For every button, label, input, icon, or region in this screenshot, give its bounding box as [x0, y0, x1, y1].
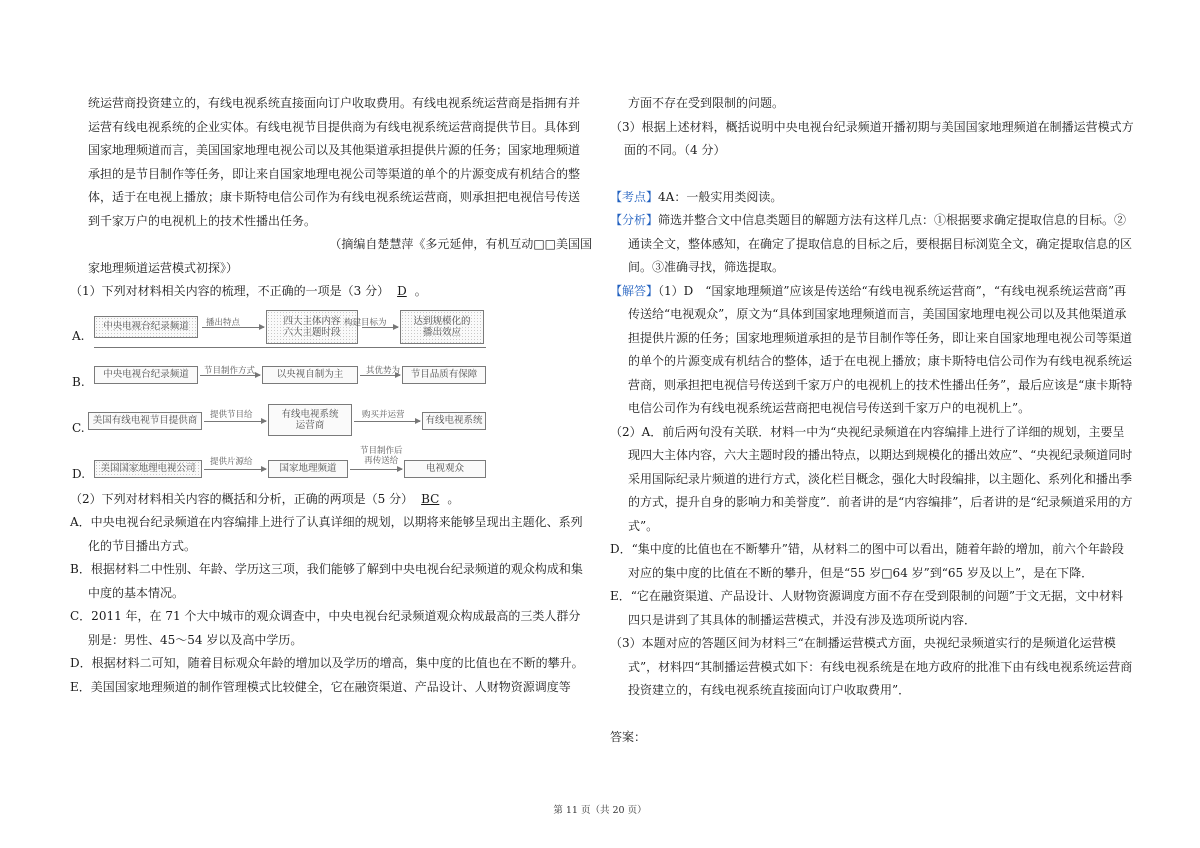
continuation-line: 方面不存在受到限制的问题。: [628, 96, 785, 110]
source-citation-cont: 家地理频道运营模式初探》）: [88, 260, 239, 275]
q2-option-c: C．2011 年，在 71 个大中城市的观众调查中，中央电视台纪录频道观众构成最高的三类人群分别是：男性、45～54 岁以及高中学历。: [70, 609, 581, 647]
fenxi-section: [610, 209, 1134, 280]
page-footer: 第 11 页（共 20 页）: [553, 805, 647, 816]
option-letter: B.: [72, 375, 85, 389]
q1-option-a: [70, 304, 592, 350]
flow-box: 美国有线电视节目提供商: [88, 412, 202, 430]
answer-part-2: （2）A．前后两句没有关联．材料一中为“央视纪录频道在内容编排上进行了详细的规划，主要呈现四大主体内容，六大主题时段的播出特点，以期达到规模化的播出效应”、“央视纪录频道同时采用国际纪录片频道的进行方式，淡化栏目概念，强化大时段编排，以主题化、系列化和播出季的方式，提升自身的影响力和美誉度”．前者讲的是“内容编排”，后者讲的是“纪录频道采用的方式”。: [610, 424, 1133, 533]
flow-label: 节目制作方式: [204, 365, 256, 376]
arrow-icon: [350, 469, 402, 470]
arrow-icon: [360, 375, 400, 376]
question-1-text: （1）下列对材料相关内容的梳理，不正确的一项是（3 分）: [70, 284, 390, 298]
left-column: [70, 92, 592, 699]
flow-label: 播出特点: [206, 317, 241, 328]
intro-line: 统运营商投资建立的，有线电视系统直接面向订户收取费用。有线电视系统运营商是指拥有并: [88, 96, 581, 110]
intro-line: 承担的是节目制作等任务，即让来自国家地理电视公司等渠道的单个的片源变成有机结合的整体，适于在电视上播放；康卡斯特电信公司作为有线电视系统运营商，则承担把电视信号传送: [88, 166, 581, 204]
q2-option-e: E．美国国家地理频道的制作管理模式比较健全，它在融资渠道、产品设计、人财物资源调度等: [70, 679, 571, 694]
question-1-end: 。: [414, 284, 427, 298]
q1-option-c: [70, 396, 592, 442]
flow-label: 其优势为: [366, 365, 401, 376]
fenxi-text: 筛选并整合文中信息类题目的解题方法有这样几点：①根据要求确定提取信息的目标。②通读全文，整体感知，在确定了提取信息的目标之后，要根据目标浏览全文，确定提取信息的区间。③准确寻找，筛选提取。: [628, 213, 1133, 274]
answer-label: 答案：: [610, 729, 647, 744]
option-letter: A.: [72, 329, 85, 343]
flow-box: 国家地理频道: [268, 460, 348, 478]
right-column: [610, 92, 1134, 749]
answer-part-2-e: E．“它在融资渠道、产品设计、人财物资源调度方面不存在受到限制的问题”于文无据，文中材料四只是讲到了其具体的制播运营模式，并没有涉及选项所说内容．: [610, 589, 1124, 627]
flow-box: 中央电视台纪录频道: [94, 316, 198, 338]
intro-line: 国家地理频道而言，美国国家地理电视公司以及其他渠道承担提供片源的任务；国家地理频道: [88, 143, 581, 157]
flowchart-b: [94, 354, 486, 392]
flow-box: 节目品质有保障: [402, 366, 486, 384]
flow-label: 提供节目给: [210, 409, 253, 420]
flow-label: 购买并运营: [362, 409, 405, 420]
spacer: [610, 703, 1134, 726]
kaodian-section: [610, 186, 1134, 210]
question-1-answer: D: [397, 284, 407, 298]
flow-box: 以央视自制为主: [262, 366, 358, 384]
jieda-section: [610, 280, 1134, 421]
q1-option-d: [70, 442, 592, 488]
question-2-answer: BC: [421, 491, 440, 506]
flow-box: 电视观众: [404, 460, 486, 478]
flowchart-c: [94, 400, 486, 438]
question-2-end: 。: [447, 491, 460, 506]
flowchart-a: [94, 308, 486, 346]
question-3: （3）根据上述材料，概括说明中央电视台纪录频道开播初期与美国国家地理频道在制播运营模式方面的不同。（4 分）: [610, 119, 1134, 157]
flow-box: 中央电视台纪录频道: [94, 366, 198, 384]
q2-option-b: B．根据材料二中性别、年龄、学历这三项，我们能够了解到中央电视台纪录频道的观众构成和集中度的基本情况。: [70, 562, 583, 600]
question-2: [70, 488, 592, 512]
arrow-icon: [362, 327, 398, 328]
flow-label: 构建目标为: [344, 317, 387, 328]
fenxi-tag: 【分析】: [610, 213, 659, 227]
option-letter: C.: [72, 421, 85, 435]
intro-line: 到千家万户的电视机上的技术性播出任务。: [88, 213, 317, 228]
flow-box: 美国国家地理电视公司: [94, 460, 202, 478]
question-1: [70, 280, 592, 304]
answer-part-3: （3）本题对应的答题区间为材料三“在制播运营模式方面，央视纪录频道实行的是频道化运营模式”，材料四“其制播运营模式如下：有线电视系统是在地方政府的批准下由有线电视系统运营商投资建立的，有线电视系统直接面向订户收取费用”．: [610, 636, 1133, 697]
flow-box: 有线电视系统: [422, 412, 486, 430]
jieda-tag: 【解答】: [610, 283, 659, 298]
arrow-icon: [204, 421, 266, 422]
arrow-icon: [204, 469, 266, 470]
q1-option-b: [70, 350, 592, 396]
flow-label: 提供片源给: [210, 456, 253, 467]
flowchart-d: [94, 446, 486, 484]
q2-option-a: A．中央电视台纪录频道在内容编排上进行了认真详细的规划，以期将来能够呈现出主题化、系列化的节目播出方式。: [70, 515, 583, 553]
arrow-icon: [200, 375, 260, 376]
arrow-icon: [354, 421, 420, 422]
flow-label: 节目制作后 再传送给: [360, 445, 403, 466]
intro-line: 运营有线电视系统的企业实体。有线电视节目提供商为有线电视系统运营商提供节目。具体到: [88, 119, 581, 134]
flow-box: 有线电视系统 运营商: [268, 404, 352, 436]
underline-divider: [94, 347, 486, 348]
arrow-icon: [202, 327, 264, 328]
question-2-text: （2）下列对材料相关内容的概括和分析，正确的两项是（5 分）: [70, 491, 414, 506]
q2-option-d: D．根据材料二可知，随着目标观众年龄的增加以及学历的增高，集中度的比值也在不断的攀升。: [70, 656, 584, 670]
flow-box: 达到规模化的 播出效应: [400, 310, 484, 344]
flow-box: 四大主体内容 六大主题时段: [266, 310, 358, 344]
answer-part-2-d: D．“集中度的比值也在不断攀升”错，从材料二的图中可以看出，随着年龄的增加，前六个年龄段对应的集中度的比值在不断的攀升，但是“55 岁□64 岁”到“65 岁及以上”，是在下降．: [610, 542, 1124, 580]
kaodian-text: 4A：一般实用类阅读。: [658, 189, 783, 204]
source-citation: （摘编自楚慧萍《多元延伸，有机互动□□美国国: [329, 237, 592, 251]
jieda-text: （1）D “国家地理频道”应该是传送给“有线电视系统运营商”，“有线电视系统运营商”再传送给“电视观众”，原文为“具体到国家地理频道而言，美国国家地理电视公司以及其他渠道承担提供片源的任务；国家地理频道承担的是节目制作等任务，即让来自国家地理电视公司等渠道的单个的片源变成有机结合的整体，适于在电视上播放；康卡斯特电信公司作为有线电视系统运营商，则承担把电视信号传送到千家万户的电视机上的技术性播出任务”，最后应该是“康卡斯特电信公司作为有线电视系统运营商把电视信号传送到千家万户的电视机上”。: [628, 283, 1133, 415]
option-letter: D.: [72, 467, 86, 481]
kaodian-tag: 【考点】: [610, 189, 659, 204]
spacer: [610, 163, 1134, 186]
